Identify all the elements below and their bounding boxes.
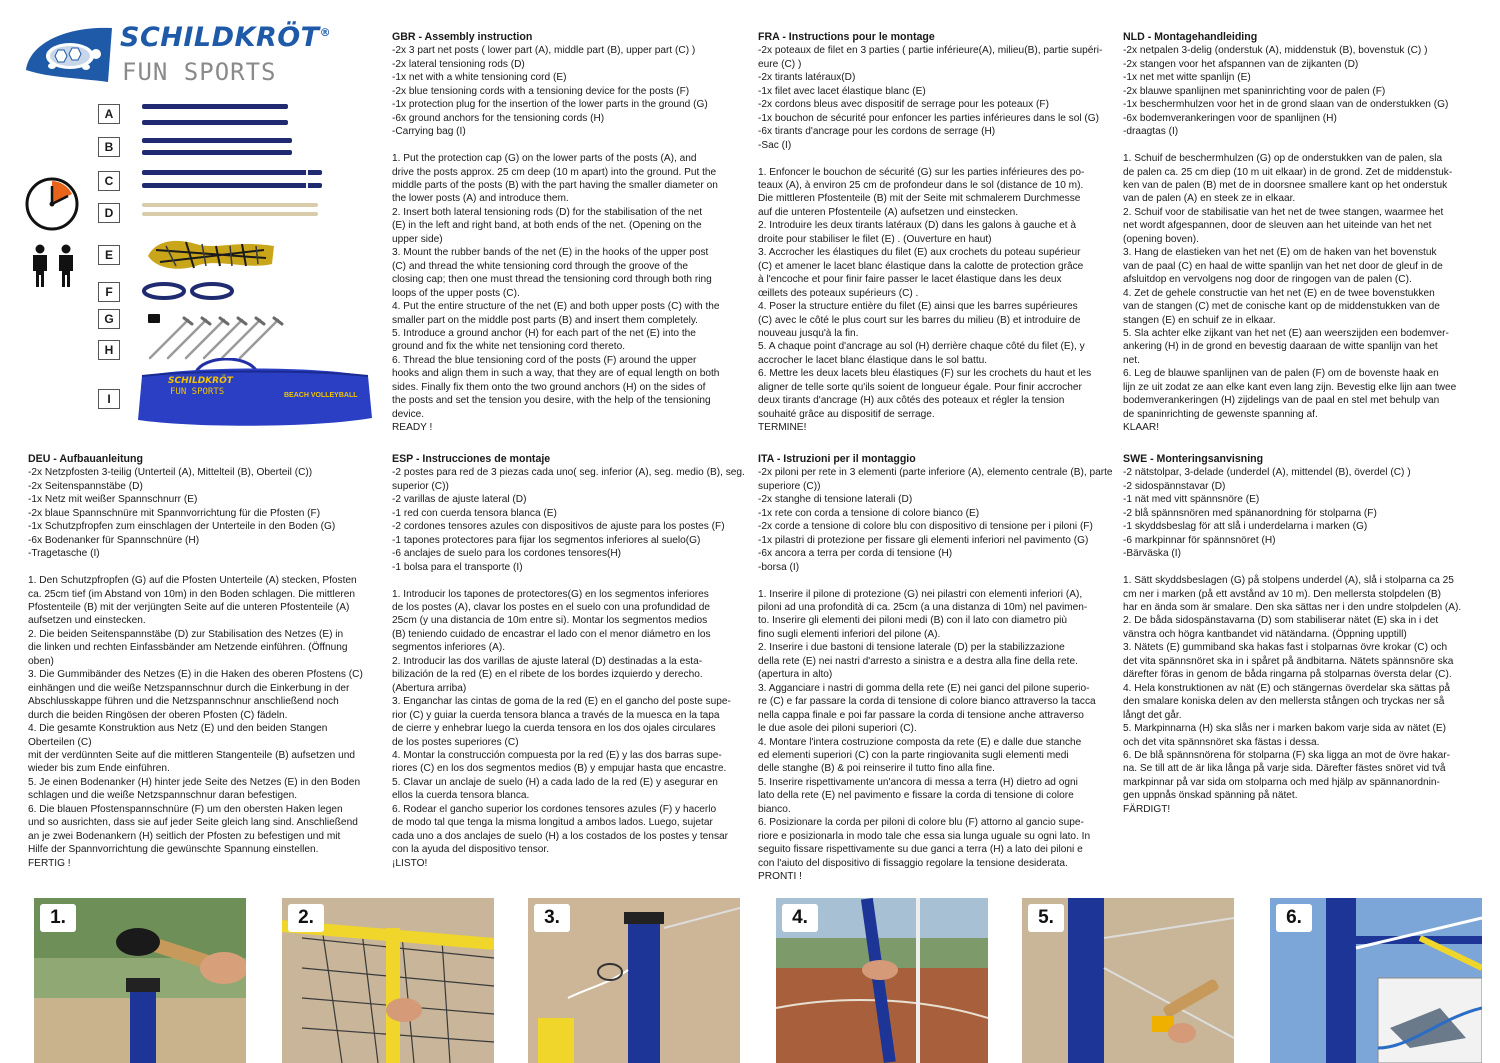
section-title: DEU - Aufbauanleitung [28, 453, 143, 465]
brand-name: SCHILDKRÖT® [120, 22, 332, 53]
section-body: -2x piloni per rete in 3 elementi (parte inferiore (A), elemento centrale (B), parte superiore (C)) -2x stanghe di tensione laterali (D) -1x rete con corda a tensione di colore bianco (E) -2x corde a tensione di colore blu con dispositivo di tensione per i piloni (F) -1x pilastri di protezione per fissare gli elementi inferiori nel pavimento (G) -6x ancora a terra per corda di tensione (H) -borsa (I) 1. Inserire il pilone di protezione (G) nei pilastri con elementi inferiori (A), piloni ad una profondità di ca. 25cm (a una distanza di 10m) nel pavimen- to. Inserire gli elementi dei piloni medi (B) con il lato con diametro più fino sugli elementi inferiori del pilone (A). 2. Inserire i due bastoni di tensione laterale (D) per la stabilizzazione della rete (E) nei nastri d'arresto a sinistra e a destra alla fine della rete. (apertura in alto) 3. Agganciare i nastri di gomma della rete (E) nei ganci del pilone superio- re (C) e far passare la corda di tensione di colore bianco attraverso la tacca nella cappa finale e poi far passare la corda di tensione anche attraverso le due asole dei piloni superiori (C). 4. Montare l'intera costruzione composta da rete (E) e dalle due stanche ed elementi superiori (C) con la parte ringiovanita sugli elementi medi delle stanghe (B) & poi reinserire il tutto fino alla fine. 5. Inserire rispettivamente un'ancora di messa a terra (H) dietro ad ogni lato della rete (E) nel pavimento e fissare la corda di tensione di colore bianco. 6. Posizionare la corda per piloni di colore blu (F) attorno al gancio supe- riore e posizionarla in modo tale che essa sia lunga uguale su ogni lato. In seguito fissare rispettivamente su due ganci a terra (H) a lato dei piloni e con l'aiuto del dispositivo di fissaggio regolare la tensione desiderata. PRONTI ! [758, 467, 1113, 883]
section-esp [392, 453, 747, 870]
section-gbr [392, 31, 747, 435]
section-fra [758, 31, 1113, 435]
part-label-c: C [98, 171, 120, 191]
brand-logo [20, 18, 340, 88]
section-title: NLD - Montagehandleiding [1123, 31, 1258, 43]
step-photo-3 [528, 898, 740, 1063]
step-number: 6. [1276, 904, 1312, 932]
section-body: -2x 3 part net posts ( lower part (A), middle part (B), upper part (C) ) -2x lateral tensioning rods (D) -1x net with a white tensioning cord (E) -2x blue tensioning cords with a tensioning device for the posts (F) -1x protection plug for the insertion of the lower parts in the ground (G) -6x ground anchors for the tensioning cords (H) -Carrying bag (I) 1. Put the protection cap (G) on the lower parts of the posts (A), and drive the posts approx. 25 cm deep (10 m apart) into the ground. Put the middle parts of the posts (B) with the part having the smaller diameter on the lower posts (A) and introduce them. 2. Insert both lateral tensioning rods (D) for the stabilisation of the net (E) in the left and right band, at both ends of the net. (Opening on the upper side) 3. Mount the rubber bands of the net (E) in the hooks of the upper post (C) and thread the white tensioning cord through the groove of the closing cap; then one must thread the tensioning cord through both ring loops of the upper posts (C). 4. Put the entire structure of the net (E) and both upper posts (C) with the smaller part on the middle post parts (B) and insert them completely. 5. Introduce a ground anchor (H) for each part of the net (E) into the ground and fix the white net tensioning cord thereto. 6. Thread the blue tensioning cord of the posts (F) around the upper hooks and align them in such a way, that they are of equal length on both sides. Finally fix them onto the two ground anchors (H) on the sides of the posts and set the tension you desire, with the help of the tensioning device. READY ! [392, 45, 720, 434]
section-body: -2 postes para red de 3 piezas cada uno( seg. inferior (A), seg. medio (B), seg. superior (C)) -2 varillas de ajuste lateral (D) -1 red con cuerda tensora blanca (E) -2 cordones tensores azules con dispositivos de ajuste para los postes (F) -1 tapones protectores para fijar los segmentos inferiores al suelo(G) -6 anclajes de suelo para los cordones tensores(H) -1 bolsa para el transporte (I) 1. Introducir los tapones de protectores(G) en los segmentos inferiores de los postes (A), clavar los postes en el suelo con una profundidad de 25cm (y una distancia de 10m entre si). Montar los segmentos medios (B) teniendo cuidado de encastrar el lado con el menor diámetro en los segmentos inferiores (A). 2. Introducir las dos varillas de ajuste lateral (D) destinadas a la esta- bilización de la red (E) en el ribete de los bordes izquierdo y derecho. (Abertura arriba) 3. Enganchar las cintas de goma de la red (E) en el gancho del poste supe- rior (C) y guiar la cuerda tensora blanca a través de la muesca en la tapa de cierre y enhebrar luego la cuerda tensora en los dos ojales circulares de los postes superiores (C) 4. Montar la construcción compuesta por la red (E) y las dos barras supe- riores (C) en los dos segmentos medios (B) y empujar hasta que encastre. 5. Clavar un anclaje de suelo (H) a cada lado de la red (E) y asegurar en ellos la cuerda tensora blanca. 6. Rodear el gancho superior los cordones tensores azules (F) y hacerlo de modo tal que tenga la misma longitud a ambos lados. Luego, sujetar cada uno a dos anclajes de suelo (H) a los costados de los postes y tensar con la ayuda del dispositivo tensor. ¡LISTO! [392, 467, 745, 869]
section-deu [28, 453, 383, 870]
bag-brand: SCHILDKRÖT [168, 376, 233, 386]
step-photo-2 [282, 898, 494, 1063]
step-number: 3. [534, 904, 570, 932]
section-swe [1123, 453, 1475, 816]
net-icon [146, 236, 276, 272]
step-number: 4. [782, 904, 818, 932]
carrying-bag-icon [134, 358, 374, 430]
section-title: ITA - Istruzioni per il montaggio [758, 453, 916, 465]
step-photo-4 [776, 898, 988, 1063]
section-title: FRA - Instructions pour le montage [758, 31, 935, 43]
step-number: 5. [1028, 904, 1064, 932]
tension-cord-icon [140, 280, 240, 302]
section-title: ESP - Instrucciones de montaje [392, 453, 551, 465]
part-label-a: A [98, 104, 120, 124]
brand-tagline: FUN SPORTS [122, 58, 277, 86]
step-photo-1 [34, 898, 246, 1063]
turtle-logo-icon [20, 20, 120, 86]
step-number: 1. [40, 904, 76, 932]
section-title: GBR - Assembly instruction [392, 31, 533, 43]
section-title: SWE - Monteringsanvisning [1123, 453, 1264, 465]
step-number: 2. [288, 904, 324, 932]
part-label-b: B [98, 137, 120, 157]
section-body: -2x Netzpfosten 3-teilig (Unterteil (A), Mittelteil (B), Oberteil (C)) -2x Seitenspannstäbe (D) -1x Netz mit weißer Spannschnurr (E) -2x blaue Spannschnüre mit Spannvorrichtung für die Pfosten (F) -1x Schutzpfropfen zum einschlagen der Unterteile in den Boden (G) -6x Bodenanker für Spannschnüre (H) -Tragetasche (I) 1. Den Schutzpfropfen (G) auf die Pfosten Unterteile (A) stecken, Pfosten ca. 25cm tief (im Abstand von 10m) in den Boden schlagen. Die mittleren Pfostenteile (B) mit der verjüngten Seite auf die unteren Pfostenteile (A) aufsetzen und einstecken. 2. Die beiden Seitenspannstäbe (D) zur Stabilisation des Netzes (E) in die linken und rechten Einfassbänder am Netzende einführen. (Öffnung oben) 3. Die Gummibänder des Netzes (E) in die Haken des oberen Pfostens (C) einhängen und die weiße Netzspannschnur durch die Einkerbung in der Abschlusskappe führen und die Netzspannschnur anschließend noch durch die beiden Ringösen der oberen Pfosten (C) fädeln. 4. Die gesamte Konstruktion aus Netz (E) und den beiden Stangen Oberteilen (C) mit der verdünnten Seite auf die mittleren Stangenteile (B) aufsetzen und wieder bis zum Ende einführen. 5. Je einen Bodenanker (H) hinter jede Seite des Netzes (E) in den Boden schlagen und die weiße Netzspannschnur daran befestigen. 6. Die blauen Pfostenspannschnüre (F) um den obersten Haken legen und so ausrichten, dass sie auf jeder Seite gleich lang sind. Anschließend an je zwei Bodenankern (H) seitlich der Pfosten zu befestigen und mit Hilfe der Spannvorrichtung die gewünschte Spannung einstellen. FERTIG ! [28, 467, 363, 869]
part-label-g: G [98, 309, 120, 329]
step-photo-5 [1022, 898, 1234, 1063]
section-ita [758, 453, 1113, 884]
step-photo-6 [1270, 898, 1482, 1063]
bag-product: BEACH VOLLEYBALL [284, 392, 358, 399]
ground-anchor-icon [138, 310, 288, 360]
two-persons-icon [28, 244, 80, 288]
bag-tagline: FUN SPORTS [170, 387, 225, 397]
part-label-i: I [98, 389, 120, 409]
part-label-f: F [98, 282, 120, 302]
section-body: -2x netpalen 3-delig (onderstuk (A), middenstuk (B), bovenstuk (C) ) -2x stangen voor het afspannen van de zijkanten (D) -1x net met witte spanlijn (E) -2x blauwe spanlijnen met spaninrichting voor de palen (F) -1x beschermhulzen voor het in de grond slaan van de onderstukken (G) -6x bodemverankeringen voor de spanlijnen (H) -draagtas (I) 1. Schuif de beschermhulzen (G) op de onderstukken van de palen, sla de palen ca. 25 cm diep (10 m uit elkaar) in de grond. Zet de middenstuk- ken van de palen (B) met de in doorsnee smallere kant op het onderstuk van de palen (A) en steek ze in elkaar. 2. Schuif voor de stabilisatie van het net de twee stangen, waarmee het net wordt afgespannen, door de sleuven aan het uiteinde van het net (opening boven). 3. Hang de elastieken van het net (E) om de haken van het bovenstuk van de paal (C) en haal de witte spanlijn van het net door de gleuf in de afsluitdop en vervolgens nog door de ringogen van de palen (C). 4. Zet de gehele constructie van het net (E) en de twee bovenstukken van de stangen (C) met de conische kant op de middenstukken van de stangen (E) en schuif ze in elkaar. 5. Sla achter elke zijkant van het net (E) aan weerszijden een bodemver- ankering (H) in de grond en bevestig daaraan de witte spanlijn van het net. 6. Leg de blauwe spanlijnen van de palen (F) om de bovenste haak en lijn ze uit zodat ze aan elke kant even lang zijn. Bevestig elke lijn aan twee bodemverankeringen (H) zijdelings van de paal en stel met behulp van de spaninrichting de gewenste spanning af. KLAAR! [1123, 45, 1457, 434]
section-body: -2x poteaux de filet en 3 parties ( partie inférieure(A), milieu(B), partie supéri- eure (C) ) -2x tirants latéraux(D) -1x filet avec lacet élastique blanc (E) -2x cordons bleus avec dispositif de serrage pour les poteaux (F) -1x bouchon de sécurité pour enfoncer les parties inférieures dans le sol (G) -6x tirants d'ancrage pour les cordons de serrage (H) -Sac (I) 1. Enfoncer le bouchon de sécurité (G) sur les parties inférieures des po- teaux (A), à environ 25 cm de profondeur dans le sol (distance de 10 m). Die mittleren Pfostenteile (B) mit der Seite mit schmalerem Durchmesse auf die unteren Pfostenteile (A) aufsetzen und einstecken. 2. Introduire les deux tirants latéraux (D) dans les galons à gauche et à droite pour stabiliser le filet (E) . (Ouverture en haut) 3. Accrocher les élastiques du filet (E) aux crochets du poteau supérieur (C) et amener le lacet blanc élastique dans la calotte de protection grâce à l'encoche et pour finir faire passer le lacet élastique dans les deux œillets des poteaux supérieurs (C) . 4. Poser la structure entière du filet (E) ainsi que les barres supérieures (C) avec le côté le plus court sur les barres du milieu (B) et introduire de nouveau jusqu'à la fin. 5. A chaque point d'ancrage au sol (H) derrière chaque côté du filet (E), y accrocher le lacet blanc élastique dans le sol battu. 6. Mettre les deux lacets bleu élastiques (F) sur les crochets du haut et les aligner de telle sorte qu'ils soient de longueur égale. Pour finir accrocher deux tirants d'ancrage (H) aux côtés des poteaux et régler la tension souhaité grâce au dispositif de serrage. TERMINE! [758, 45, 1103, 434]
part-label-d: D [98, 203, 120, 223]
clock-icon [24, 176, 80, 232]
section-body: -2 nätstolpar, 3-delade (underdel (A), mittendel (B), överdel (C) ) -2 sidospännstavar (D) -1 nät med vitt spännsnöre (E) -2 blå spännsnören med spänanordning för stolparna (F) -1 skyddsbeslag för att slå i underdelarna i marken (G) -6 markpinnar för spännsnöret (H) -Bärväska (I) 1. Sätt skyddsbeslagen (G) på stolpens underdel (A), slå i stolparna ca 25 cm ner i marken (på ett avstånd av 10 m). Den mellersta stolpdelen (B) har en ända som är smalare. Den ska sättas ner i den undre stolpdelen (A). 2. De båda sidospänstavarna (D) som stabiliserar nätet (E) ska in i det vänstra och högra kantbandet vid nätändarna. (Öppning upptill) 3. Nätets (E) gummiband ska hakas fast i stolparnas övre krokar (C) och det vita spännsnöret ska in i spåret på ändbitarna. Nätets spännsnöre ska därefter föras in genom de båda ringarna på stolparnas översta delar (C). 4. Hela konstruktionen av nät (E) och stängernas överdelar ska sättas på den smalare koniska delen av den mellersta stången och tryckas ner så långt det går. 5. Markpinnarna (H) ska slås ner i marken bakom varje sida av nätet (E) och det vita spännsnöret ska fästas i dessa. 6. De blå spännsnörena för stolparna (F) ska ligga an mot de övre hakar- na. Se till att de är lika långa på varje sida. Därefter fästes snöret vid två markpinnar på var sida om stolparna och med hjälp av spännanordnin- gen uppnås önskad spänning på nätet. FÄRDIGT! [1123, 467, 1462, 815]
section-nld [1123, 31, 1475, 435]
part-label-e: E [98, 245, 120, 265]
part-label-h: H [98, 340, 120, 360]
